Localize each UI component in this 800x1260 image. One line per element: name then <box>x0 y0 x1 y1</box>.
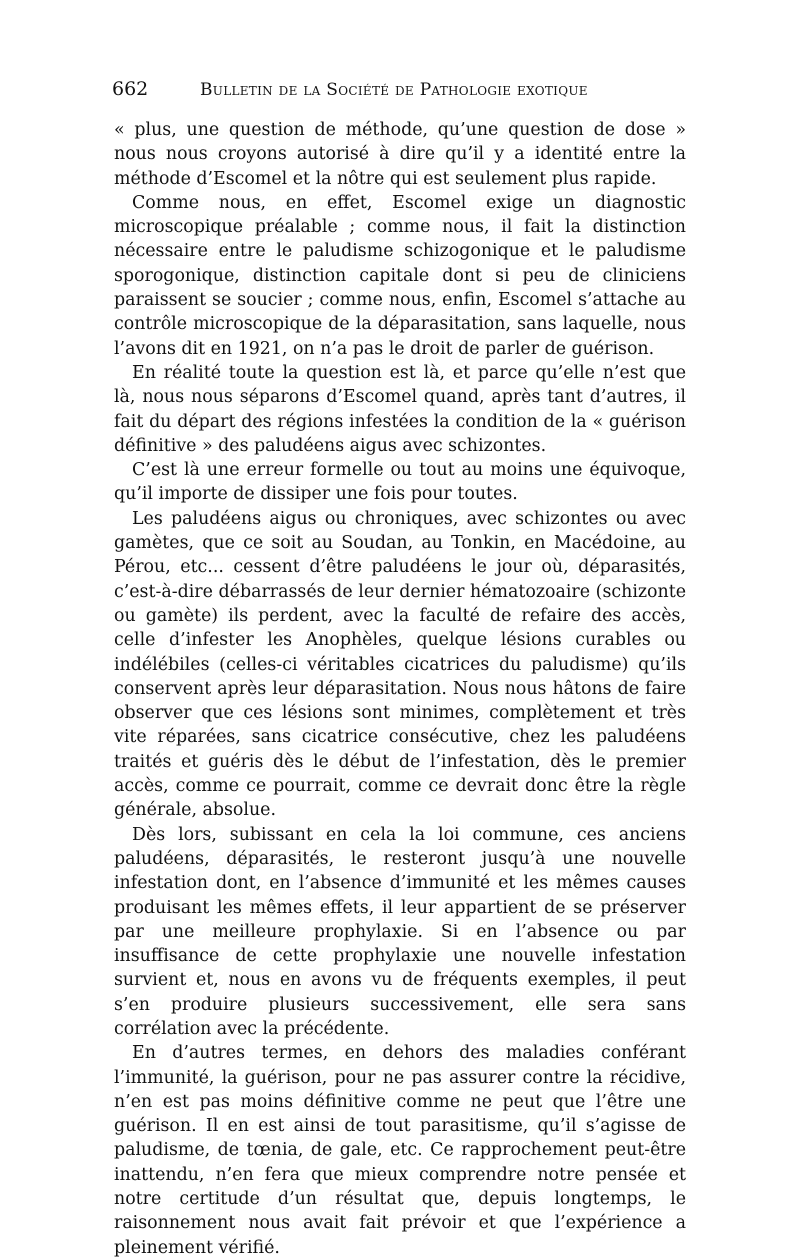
paragraph: En réalité toute la question est là, et parce qu’elle n’est que là, nous nous séparons d’Escomel quand, après tant d’autres, il fait du départ des régions infestées la condition de la « guérison définitive » des paludéens aigus avec schizontes. <box>114 362 686 456</box>
running-header <box>112 78 686 110</box>
paragraph: En d’autres termes, en dehors des maladies conférant l’immunité, la guérison, pour ne pas assurer contre la récidive, n’en est pas moins définitive comme ne peut que l’être une guérison. Il en est ainsi de tout parasitisme, qu’il s’agisse de paludisme, de tœnia, de gale, etc. Ce rapprochement peut-être inattendu, n’en fera que mieux comprendre notre pensée et notre certitude d’un résultat que, depuis longtemps, le raisonnement nous avait fait prévoir et que l’expérience a pleinement vérifié. <box>114 1043 686 1258</box>
paragraph: « plus, une question de méthode, qu’une question de dose » nous nous croyons autorisé à dire qu’il y a identité entre la méthode d’Escomel et la nôtre qui est seulement plus rapide. <box>114 120 686 189</box>
paragraph: Comme nous, en effet, Escomel exige un diagnostic microscopique préalable ; comme nous, il fait la distinction nécessaire entre le paludisme schizogonique et le paludisme sporogonique, distinction capitale dont si peu de cliniciens paraissent se soucier ; comme nous, enfin, Escomel s’attache au contrôle microscopique de la déparasitation, sans laquelle, nous l’avons dit en 1921, on n’a pas le droit de parler de guérison. <box>114 192 686 359</box>
body-text <box>114 118 686 1260</box>
page-number: 662 <box>112 78 149 100</box>
running-title: Bulletin de la Société de Pathologie exotique <box>200 80 588 100</box>
book-page <box>114 78 686 1260</box>
paragraph: Dès lors, subissant en cela la loi commune, ces anciens paludéens, déparasités, le resteront jusqu’à une nouvelle infestation dont, en l’absence d’immunité et les mêmes causes produisant les mêmes effets, il leur appartient de se préserver par une meilleure prophylaxie. Si en l’absence ou par insuffisance de cette prophylaxie une nouvelle infestation survient et, nous en avons vu de fréquents exemples, il peut s’en produire plusieurs successivement, elle sera sans corrélation avec la précédente. <box>114 824 686 1039</box>
paragraph: C’est là une erreur formelle ou tout au moins une équivoque, qu’il importe de dissiper une fois pour toutes. <box>114 460 686 505</box>
paragraph: Les paludéens aigus ou chroniques, avec schizontes ou avec gamètes, que ce soit au Soudan, au Tonkin, en Macédoine, au Pérou, etc... cessent d’être paludéens le jour où, déparasités, c’est-à-dire débarrassés de leur dernier hématozoaire (schizonte ou gamète) ils perdent, avec la faculté de refaire des accès, celle d’infester les Anophèles, quelque lésions curables ou indélébiles (celles-ci véritables cicatrices du paludisme) qu’ils conservent après leur déparasitation. Nous nous hâtons de faire observer que ces lésions sont minimes, complètement et très vite réparées, sans cicatrice consécutive, chez les paludéens traités et guéris dès le début de l’infestation, dès le premier accès, comme ce pourrait, comme ce devrait donc être la règle générale, absolue. <box>114 508 686 821</box>
